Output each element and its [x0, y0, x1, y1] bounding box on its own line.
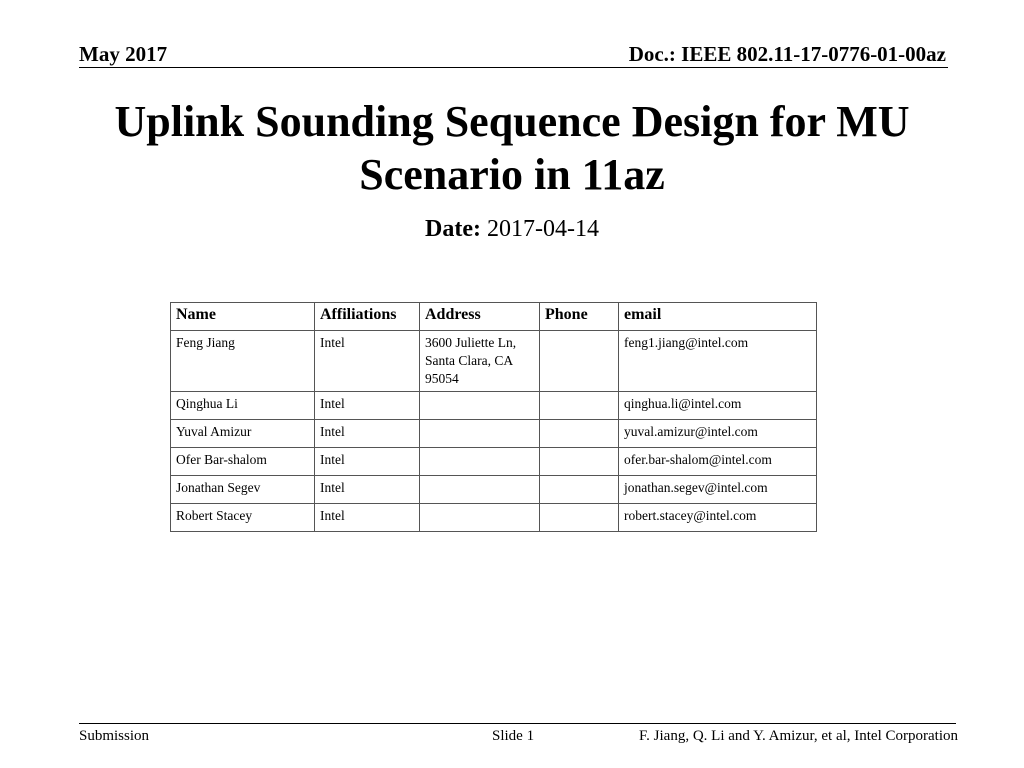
- slide-title-line2: Scenario in 11az: [359, 149, 665, 199]
- slide-title: [0, 96, 1024, 202]
- footer-submission: Submission: [79, 728, 150, 744]
- author-address: [420, 392, 540, 420]
- date-line: [0, 216, 1024, 243]
- column-header-phone: Phone: [540, 303, 619, 331]
- author-address: [420, 504, 540, 532]
- footer-divider: [79, 723, 956, 724]
- table-row: [171, 504, 817, 532]
- author-address: [420, 476, 540, 504]
- header-divider: [79, 67, 948, 68]
- author-name: Yuval Amizur: [171, 420, 315, 448]
- author-phone: [540, 392, 619, 420]
- table-row: [171, 392, 817, 420]
- author-affiliation: Intel: [315, 504, 420, 532]
- author-affiliation: Intel: [315, 420, 420, 448]
- author-phone: [540, 448, 619, 476]
- author-phone: [540, 476, 619, 504]
- footer-authors: F. Jiang, Q. Li and Y. Amizur, et al, Intel Corporation: [639, 728, 958, 744]
- author-name: Robert Stacey: [171, 504, 315, 532]
- table-row: [171, 420, 817, 448]
- table-row: [171, 331, 817, 392]
- author-name: Qinghua Li: [171, 392, 315, 420]
- header-doc-number: Doc.: IEEE 802.11-17-0776-01-00az: [628, 42, 946, 66]
- column-header-name: Name: [171, 303, 315, 331]
- table-row: [171, 476, 817, 504]
- column-header-affiliations: Affiliations: [315, 303, 420, 331]
- author-email: feng1.jiang@intel.com: [619, 331, 817, 392]
- date-label: Date:: [425, 216, 481, 242]
- author-email: yuval.amizur@intel.com: [619, 420, 817, 448]
- author-address: [420, 420, 540, 448]
- header-date: May 2017: [79, 42, 168, 66]
- author-email: robert.stacey@intel.com: [619, 504, 817, 532]
- column-header-address: Address: [420, 303, 540, 331]
- author-affiliation: Intel: [315, 448, 420, 476]
- table-row: [171, 448, 817, 476]
- author-email: qinghua.li@intel.com: [619, 392, 817, 420]
- author-phone: [540, 331, 619, 392]
- footer-slide-number: Slide 1: [492, 728, 535, 744]
- author-email: jonathan.segev@intel.com: [619, 476, 817, 504]
- author-affiliation: Intel: [315, 476, 420, 504]
- author-name: Feng Jiang: [171, 331, 315, 392]
- column-header-email: email: [619, 303, 817, 331]
- author-phone: [540, 504, 619, 532]
- author-affiliation: Intel: [315, 392, 420, 420]
- table-header-row: [171, 303, 817, 331]
- author-address: 3600 Juliette Ln, Santa Clara, CA 95054: [420, 331, 540, 392]
- author-email: ofer.bar-shalom@intel.com: [619, 448, 817, 476]
- authors-table: [170, 302, 817, 532]
- author-name: Ofer Bar-shalom: [171, 448, 315, 476]
- author-name: Jonathan Segev: [171, 476, 315, 504]
- author-affiliation: Intel: [315, 331, 420, 392]
- author-address: [420, 448, 540, 476]
- date-value: 2017-04-14: [486, 216, 599, 242]
- slide-title-line1: Uplink Sounding Sequence Design for MU: [114, 97, 910, 146]
- author-phone: [540, 420, 619, 448]
